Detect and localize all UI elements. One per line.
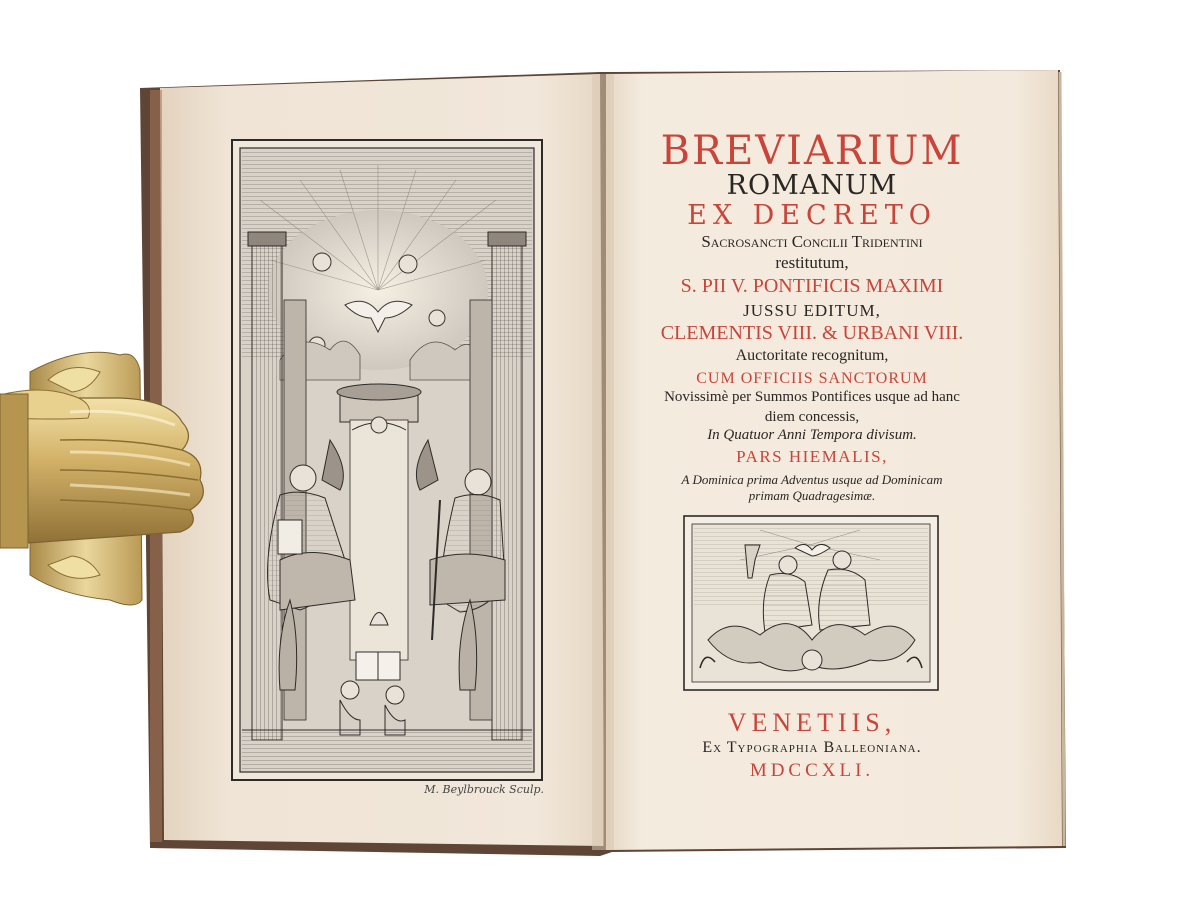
title-line-quatuor: In Quatuor Anni Tempora divisum.	[707, 427, 917, 443]
title-line-auctoritate: Auctoritate recognitum,	[735, 347, 889, 364]
title-line-dominica-2: primam Quadragesimæ.	[748, 488, 876, 503]
title-line-restitutum: restitutum,	[775, 253, 849, 272]
title-line-pius-v: S. PII V. PONTIFICIS MAXIMI	[680, 275, 944, 297]
imprint-date: MDCCXLI.	[749, 760, 875, 781]
imprint-place: VENETIIS,	[727, 708, 897, 737]
engraver-credit: M. Beylbrouck Sculp.	[424, 783, 544, 796]
title-line-diem: diem concessis,	[764, 409, 860, 425]
title-line-cum-officiis: CUM OFFICIIS SANCTORUM	[696, 370, 928, 387]
title-line-jussu-editum: JUSSU EDITUM,	[743, 301, 881, 320]
imprint-printer: Ex Typographia Balleoniana.	[702, 739, 922, 756]
title-line-sacrosancti: Sacrosancti Concilii Tridentini	[701, 232, 923, 251]
title-line-clementis: CLEMENTIS VIII. & URBANI VIII.	[660, 322, 964, 344]
title-line-pars-hiemalis: PARS HIEMALIS,	[736, 447, 888, 466]
title-line-novissime: Novissimè per Summos Pontifices usque ad hanc	[664, 389, 960, 405]
title-line-ex-decreto: EX DECRETO	[687, 200, 937, 231]
title-line-breviarium: BREVIARIUM	[660, 128, 964, 174]
frontispiece-engraving	[232, 140, 542, 780]
title-line-romanum: ROMANUM	[726, 170, 898, 201]
title-vignette	[684, 516, 938, 690]
title-line-dominica-1: A Dominica prima Adventus usque ad Dominicam	[681, 472, 943, 487]
